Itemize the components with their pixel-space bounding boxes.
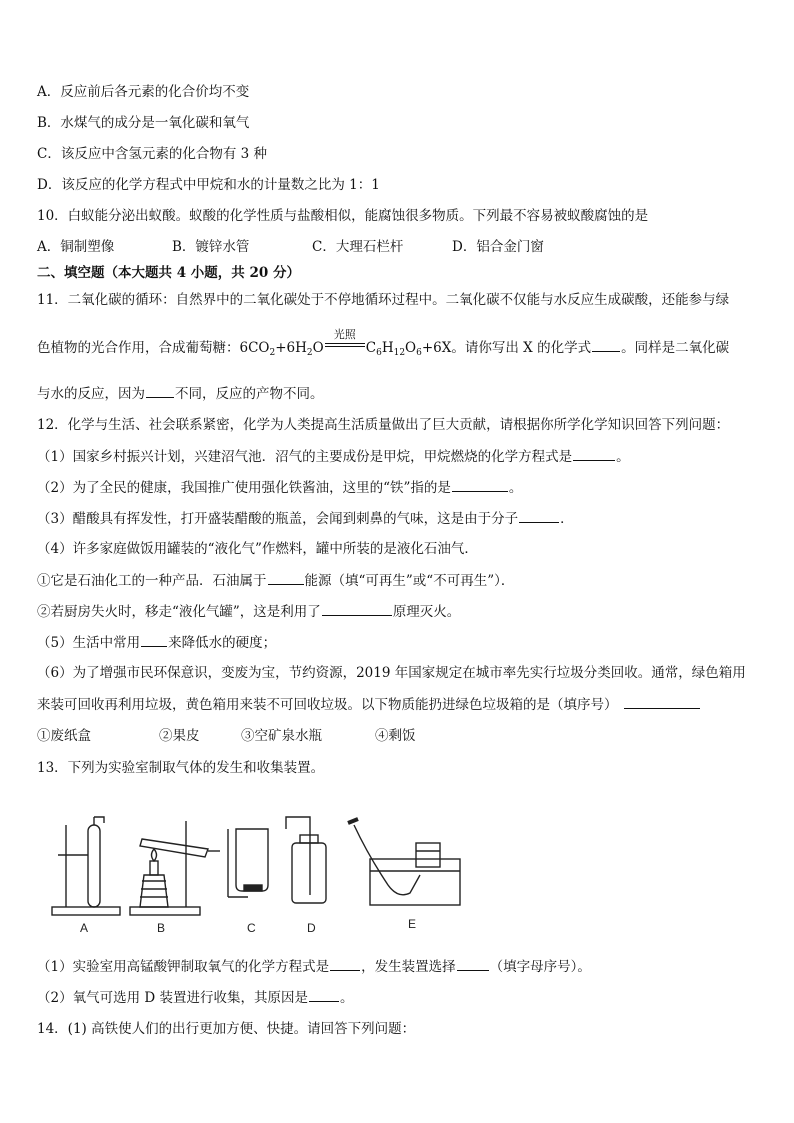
q13-part2-text: （2）氧气可选用 D 装置进行收集，其原因是 (37, 990, 308, 1006)
eq-term: +6X (421, 340, 452, 356)
q12-item: ③空矿泉水瓶 (241, 728, 322, 744)
q9-option-d: D．该反应的化学方程式中甲烷和水的计量数之比为 1：1 (37, 177, 380, 193)
eq-subscript: 12 (393, 348, 406, 358)
q11-line2 (37, 328, 730, 358)
lab-apparatus-figure (48, 815, 468, 940)
answer-blank[interactable] (309, 988, 339, 1002)
q12-part5 (37, 633, 276, 652)
q12-part4: （4）许多家庭做饭用罐装的“液化气”作燃料，罐中所装的是液化石油气． (37, 541, 478, 557)
q10-option-c: C．大理石栏杆 (312, 239, 404, 255)
q12-item: ④剩饭 (375, 728, 416, 744)
reaction-arrow (325, 328, 365, 353)
answer-blank[interactable] (322, 602, 392, 616)
answer-blank[interactable] (624, 695, 700, 709)
q12-part2 (37, 478, 522, 497)
reaction-condition: 光照 (333, 328, 356, 341)
q12-items (37, 727, 416, 745)
eq-term: O (405, 340, 417, 356)
apparatus-d (286, 817, 326, 903)
q12-part1-end: 。 (616, 449, 630, 465)
q12-part3-end: ． (560, 511, 574, 527)
q12-part6-text: 来装可回收再利用垃圾，黄色箱用来装不可回收垃圾。以下物质能扔进绿色垃圾箱的是（填序号） (37, 697, 618, 713)
q12-item: ①废纸盒 (37, 728, 91, 744)
q12-part4a (37, 571, 514, 590)
q12-part1-text: （1）国家乡村振兴计划，兴建沼气池．沼气的主要成份是甲烷，甲烷燃烧的化学方程式是 (37, 449, 573, 465)
q11-line1: 11．二氧化碳的循环：自然界中的二氧化碳处于不停地循环过程中。二氧化碳不仅能与水反应生成碳酸，还能参与绿 (37, 292, 730, 308)
q11-line3 (37, 384, 324, 403)
section-heading: 二、填空题（本大题共 4 小题，共 20 分） (37, 265, 300, 281)
q10-option-a: A．铜制塑像 (37, 239, 115, 255)
apparatus-label: D (307, 921, 316, 935)
q11-line2-end: 。同样是二氧化碳 (621, 340, 730, 356)
answer-blank[interactable] (519, 509, 559, 523)
q11-line3-suffix: 不同，反应的产物不同。 (175, 386, 324, 402)
q13-part1 (37, 957, 591, 976)
q13-part1-mid: ，发生装置选择 (361, 959, 456, 975)
q13-part1-end: （填字母序号）。 (489, 959, 591, 975)
answer-blank[interactable] (592, 338, 620, 352)
q10-option-b: B．镀锌水管 (172, 239, 250, 255)
equation (239, 328, 452, 358)
q12-part2-text: （2）为了全民的健康，我国推广使用强化铁酱油，这里的“铁”指的是 (37, 480, 451, 496)
eq-subscript: 2 (269, 348, 276, 358)
eq-term: H (381, 340, 394, 356)
answer-blank[interactable] (330, 957, 360, 971)
q12-item: ②果皮 (159, 728, 200, 744)
q9-option-b: B．水煤气的成分是一氧化碳和氧气 (37, 115, 250, 131)
q12-part4a-end: 能源（填“可再生”或“不可再生”）． (304, 573, 515, 589)
q13-part1-text: （1）实验室用高锰酸钾制取氧气的化学方程式是 (37, 959, 330, 975)
apparatus-a (52, 817, 120, 915)
q10-stem: 10．白蚁能分泌出蚁酸。蚁酸的化学性质与盐酸相似，能腐蚀很多物质。下列最不容易被蚁酸腐蚀的是 (37, 208, 649, 224)
q12-part6-line2 (37, 695, 701, 714)
q10-options (37, 238, 544, 256)
q12-part2-end: 。 (508, 480, 523, 496)
q12-stem: 12．化学与生活、社会联系紧密，化学为人类提高生活质量做出了巨大贡献，请根据你所学化学知识回答下列问题： (37, 417, 730, 433)
q12-part4a-text: ①它是石油化工的一种产品．石油属于 (37, 573, 267, 589)
answer-blank[interactable] (457, 957, 489, 971)
q10-option-d: D．铝合金门窗 (452, 239, 544, 255)
q12-part1 (37, 447, 630, 466)
q11-line3-prefix: 与水的反应，因为 (37, 386, 145, 402)
apparatus-label: E (408, 917, 417, 931)
eq-term: +6H (275, 340, 307, 356)
q12-part5-text: （5）生活中常用 (37, 635, 141, 651)
answer-blank[interactable] (268, 571, 304, 585)
q13-stem: 13．下列为实验室制取气体的发生和收集装置。 (37, 760, 325, 776)
q12-part4b-text: ②若厨房失火时，移走“液化气罐”，这是利用了 (37, 604, 321, 620)
answer-blank[interactable] (573, 447, 615, 461)
eq-term: O (312, 340, 324, 356)
answer-blank[interactable] (452, 478, 508, 492)
q9-option-a: A．反应前后各元素的化合价均不变 (37, 84, 250, 100)
q12-part3-text: （3）醋酸具有挥发性，打开盛装醋酸的瓶盖，会闻到刺鼻的气味，这是由于分子 (37, 511, 519, 527)
q13-part2 (37, 988, 354, 1007)
eq-subscript: 2 (306, 348, 313, 358)
apparatus-b (130, 821, 220, 915)
eq-subscript: 6 (416, 348, 422, 358)
q12-part4b-end: 原理灭火。 (392, 604, 461, 620)
q11-line2-prefix: 色植物的光合作用，合成葡萄糖： (37, 340, 240, 356)
eq-term: 6CO (239, 340, 270, 356)
apparatus-c (228, 829, 268, 897)
answer-blank[interactable] (146, 384, 174, 398)
eq-term: C (365, 340, 377, 356)
q14-stem: 14．(1) 高铁使人们的出行更加方便、快捷。请回答下列问题： (37, 1021, 416, 1037)
q12-part6-line1: （6）为了增强市民环保意识，变废为宝，节约资源，2019 年国家规定在城市率先实行垃圾分类回收。通常，绿色箱用 (37, 665, 746, 681)
q12-part4b (37, 602, 460, 621)
answer-blank[interactable] (141, 633, 167, 647)
q9-option-c: C．该反应中含氢元素的化合物有 3 种 (37, 146, 268, 162)
eq-subscript: 6 (376, 348, 382, 358)
q12-part5-end: 来降低水的硬度； (168, 635, 277, 651)
apparatus-e (348, 819, 460, 905)
apparatus-label: B (157, 921, 166, 935)
q12-part3 (37, 509, 574, 528)
apparatus-label: C (247, 921, 256, 935)
q13-part2-end: 。 (340, 990, 354, 1006)
apparatus-label: A (80, 921, 89, 935)
q11-line2-suffix: 。请你写出 X 的化学式 (451, 340, 592, 356)
